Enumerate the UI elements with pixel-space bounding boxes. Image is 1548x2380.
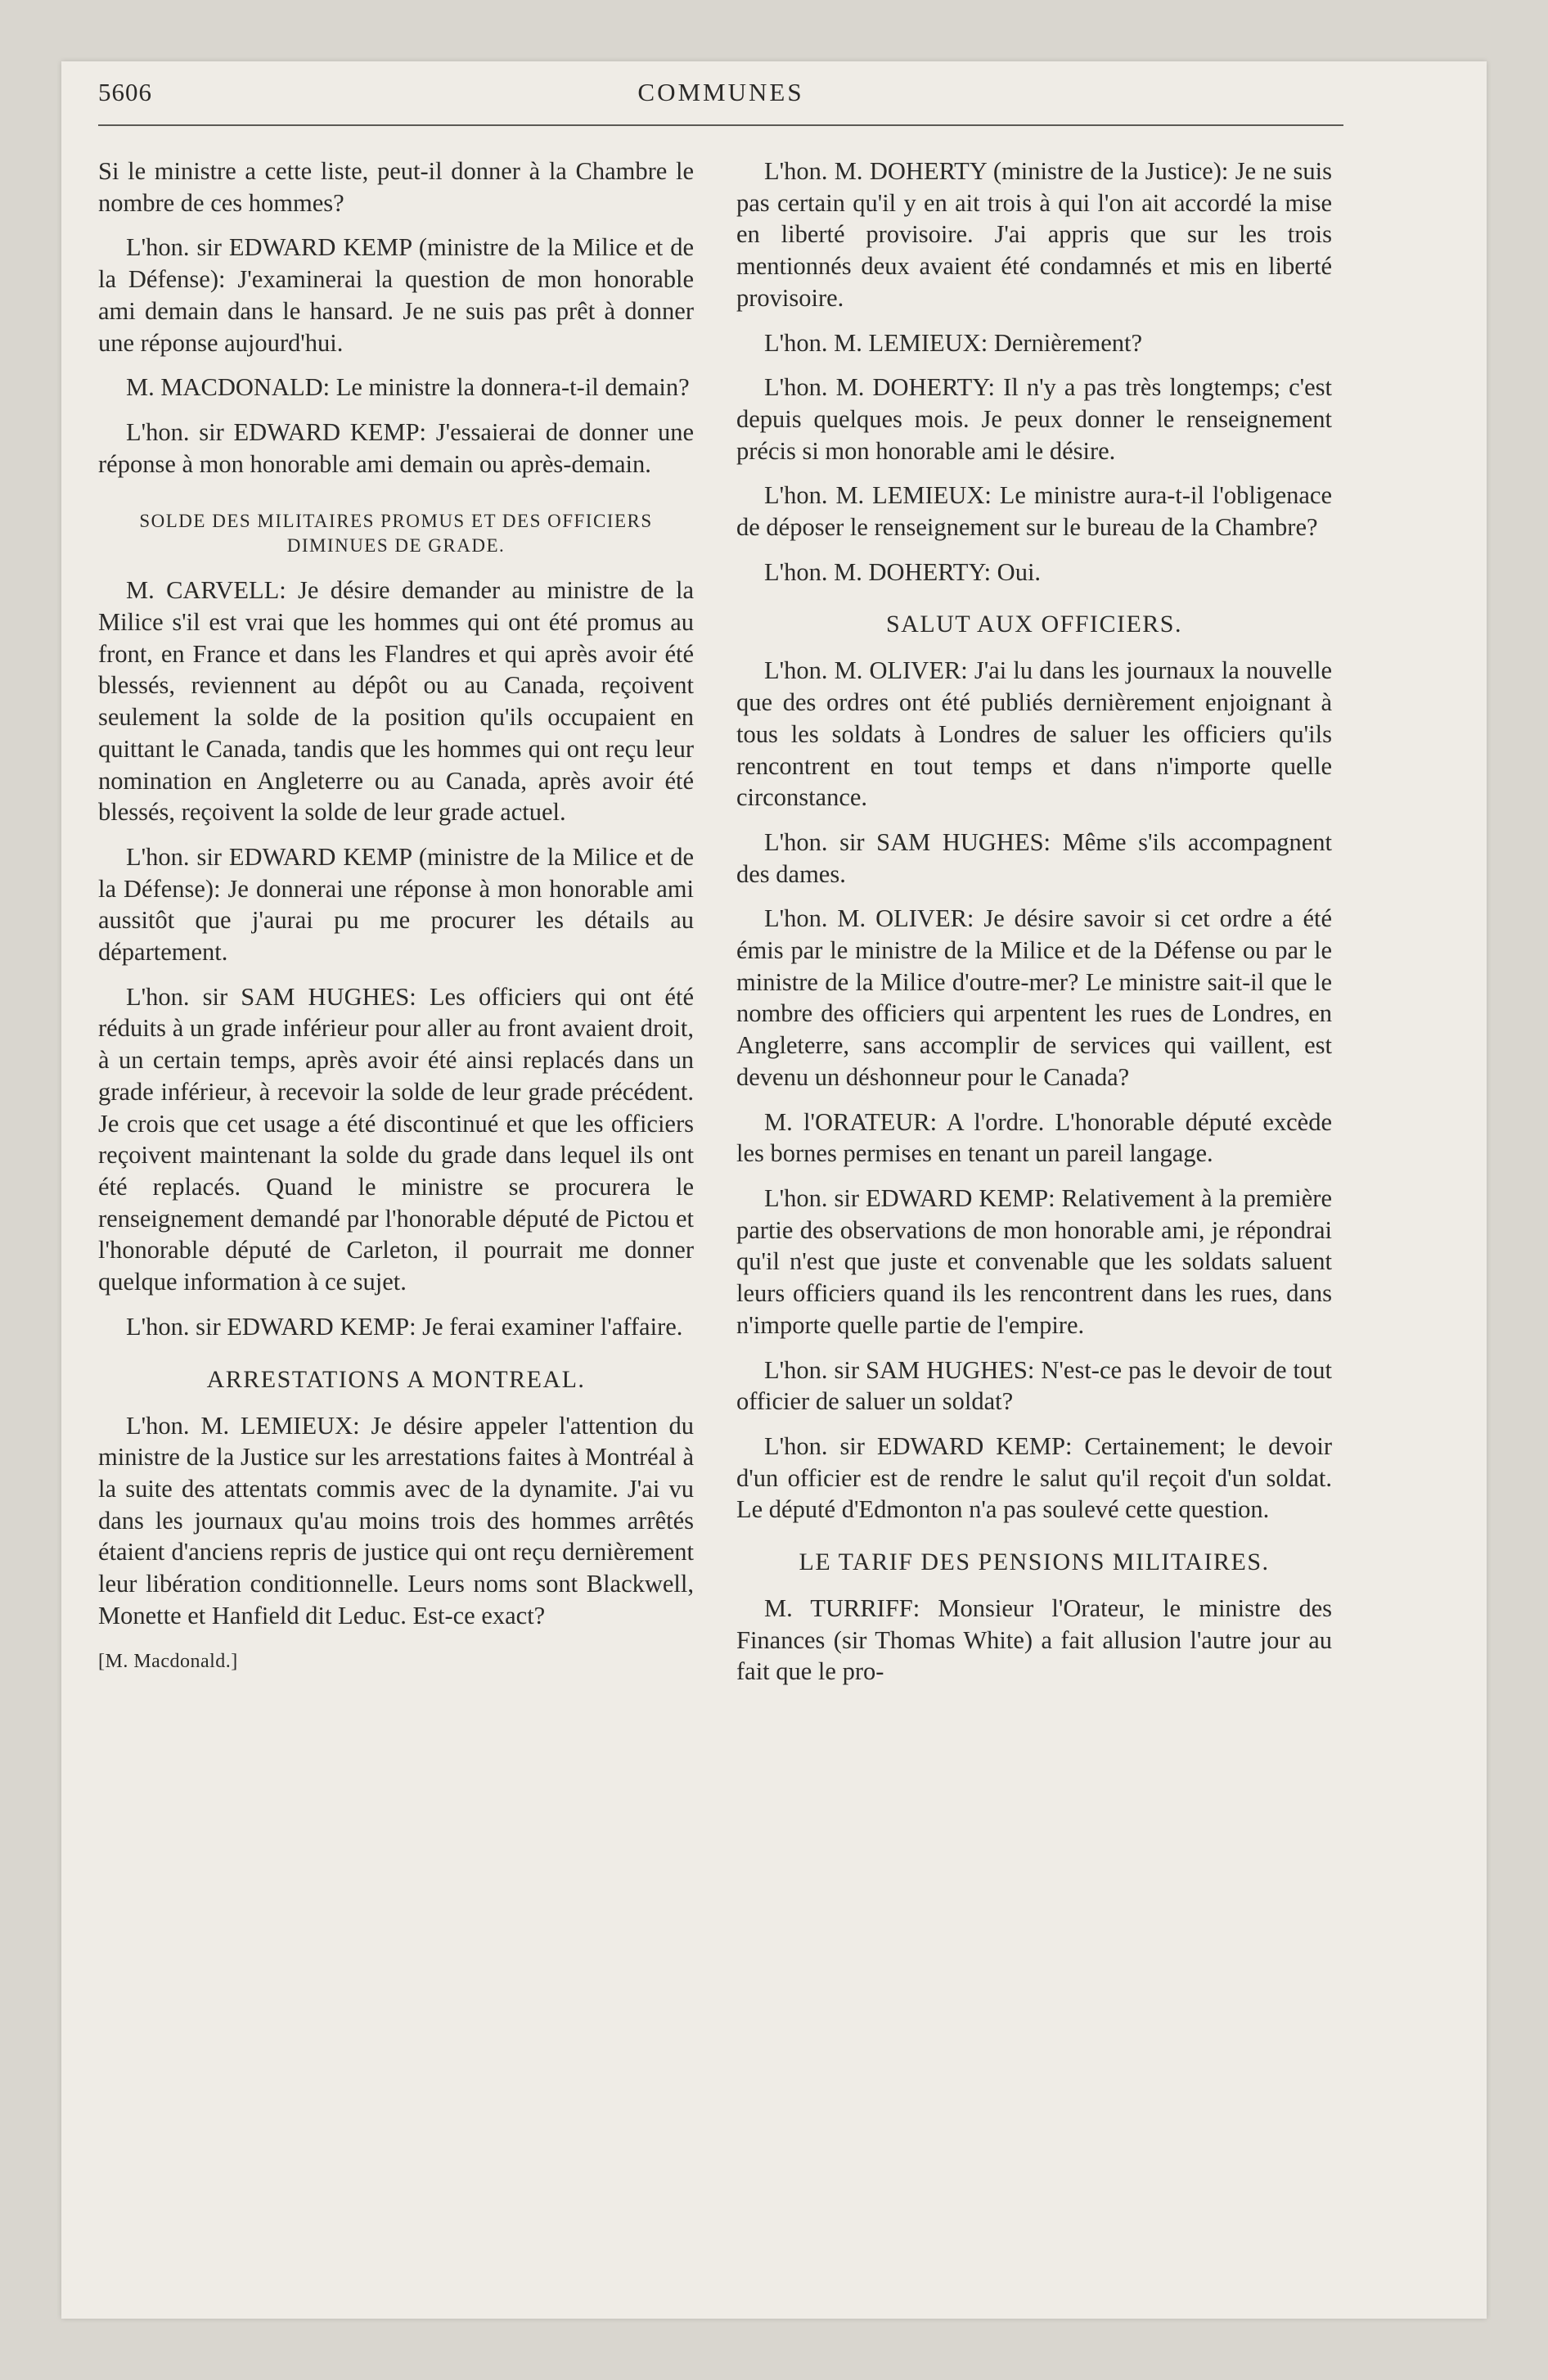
- right-column: [736, 156, 1332, 1701]
- paragraph: L'hon. sir SAM HUGHES: Même s'ils accompagnent des dames.: [736, 827, 1332, 888]
- paragraph: L'hon. sir SAM HUGHES: N'est-ce pas le devoir de tout officier de saluer un soldat?: [736, 1355, 1332, 1416]
- paragraph: L'hon. M. DOHERTY (ministre de la Justice): Je ne suis pas certain qu'il y en ait trois à qui l'on ait accordé la mise en liberté provisoire. J'ai appris que sur les trois mentionnés deux avaient été condamnés et mis en liberté provisoire.: [736, 157, 1332, 312]
- page-header: [98, 78, 1343, 127]
- paragraph: M. TURRIFF: Monsieur l'Orateur, le ministre des Finances (sir Thomas White) a fait allusion l'autre jour au fait que le pro-: [736, 1594, 1332, 1686]
- paragraph: L'hon. M. DOHERTY: Il n'y a pas très longtemps; c'est depuis quelques mois. Je peux donner le renseignement précis si mon honorable ami le désire.: [736, 373, 1332, 465]
- page-number: 5606: [98, 78, 152, 106]
- section-heading: SOLDE DES MILITAIRES PROMUS ET DES OFFICIERS DIMINUES DE GRADE.: [139, 511, 653, 557]
- paragraph: L'hon. M. LEMIEUX: Le ministre aura-t-il l'obligenace de déposer le renseignement sur le bureau de la Chambre?: [736, 481, 1332, 542]
- paragraph: M. l'ORATEUR: A l'ordre. L'honorable député excède les bornes permises en tenant un pareil langage.: [736, 1107, 1332, 1168]
- paragraph: L'hon. M. LEMIEUX: Dernièrement?: [764, 328, 1143, 357]
- paragraph: L'hon. sir EDWARD KEMP: Relativement à la première partie des observations de mon honorable ami, je répondrai qu'il n'est que juste et convenable que les soldats saluent leurs officiers quand ils les rencontrent dans les rues, dans n'importe quelle partie de l'empire.: [736, 1183, 1332, 1339]
- paragraph: L'hon. M. OLIVER: Je désire savoir si cet ordre a été émis par le ministre de la Milice et de la Défense ou par le ministre de la Milice d'outre-mer? Le ministre sait-il que le nombre des officiers qui arpentent les rues de Londres, en Angleterre, sans accomplir de services qui vaillent, est devenu un déshonneur pour le Canada?: [736, 904, 1332, 1091]
- page-title: COMMUNES: [637, 78, 804, 106]
- paragraph: L'hon. sir EDWARD KEMP: J'essaierai de donner une réponse à mon honorable ami demain ou après-demain.: [98, 417, 694, 478]
- paragraph: L'hon. M. DOHERTY: Oui.: [764, 557, 1042, 586]
- section-heading: ARRESTATIONS A MONTREAL.: [206, 1365, 586, 1393]
- paragraph: L'hon. sir EDWARD KEMP: Certainement; le devoir d'un officier est de rendre le salut qu'il reçoit d'un soldat. Le député d'Edmonton n'a pas soulevé cette question.: [736, 1431, 1332, 1524]
- paragraph: Si le ministre a cette liste, peut-il donner à la Chambre le nombre de ces hommes?: [98, 157, 694, 217]
- section-heading: LE TARIF DES PENSIONS MILITAIRES.: [799, 1548, 1270, 1576]
- paragraph: L'hon. sir EDWARD KEMP (ministre de la Milice et de la Défense): J'examinerai la question de mon honorable ami demain dans le hansard. Je ne suis pas prêt à donner une réponse aujourd'hui.: [98, 233, 694, 357]
- paragraph: L'hon. M. LEMIEUX: Je désire appeler l'attention du ministre de la Justice sur les arrestations faites à Montréal à la suite des attentats commis avec de la dynamite. J'ai vu dans les journaux qu'au moins trois des hommes arrêtés étaient d'anciens repris de justice qui ont reçu dernièrement leur libération conditionnelle. Leurs noms sont Blackwell, Monette et Hanfield dit Leduc. Est-ce exact?: [98, 1411, 694, 1629]
- header-rule: [98, 124, 1343, 126]
- speaker-footer-note: [M. Macdonald.]: [98, 1651, 238, 1673]
- paragraph: M. CARVELL: Je désire demander au ministre de la Milice s'il est vrai que les hommes qui ont été promus au front, en France et dans les Flandres et qui après avoir été blessés, reviennent au dépôt ou au Canada, reçoivent seulement la solde de la position qu'ils occupaient en quittant le Canada, tandis que les hommes qui ont reçu leur nomination en Angleterre ou au Canada, après avoir été blessés, reçoivent la solde de leur grade actuel.: [98, 576, 694, 827]
- left-column: [98, 156, 694, 1691]
- paragraph: L'hon. sir EDWARD KEMP (ministre de la Milice et de la Défense): Je donnerai une réponse à mon honorable ami aussitôt que j'aurai pu me procurer les détails au département.: [98, 842, 694, 967]
- paragraph: L'hon. sir SAM HUGHES: Les officiers qui ont été réduits à un grade inférieur pour aller au front avaient droit, à un certain temps, après avoir été ainsi replacés dans un grade inférieur, à recevoir la solde de leur grade précédent. Je crois que cet usage a été discontinué et que les officiers reçoivent maintenant la solde du grade dans lequel ils ont été replacés. Quand le ministre se procurera le renseignement demandé par l'honorable député de Pictou et l'honorable député de Carleton, il pourrait me donner quelque information à ce sujet.: [98, 982, 694, 1296]
- section-heading: SALUT AUX OFFICIERS.: [885, 611, 1182, 638]
- paragraph: M. MACDONALD: Le ministre la donnera-t-il demain?: [126, 373, 690, 402]
- paragraph: L'hon. sir EDWARD KEMP: Je ferai examiner l'affaire.: [126, 1312, 683, 1341]
- paragraph: L'hon. M. OLIVER: J'ai lu dans les journaux la nouvelle que des ordres ont été publiés dernièrement enjoignant à tous les soldats à Londres de saluer les officiers qu'ils rencontrent en tout temps et dans n'importe quelle circonstance.: [736, 656, 1332, 812]
